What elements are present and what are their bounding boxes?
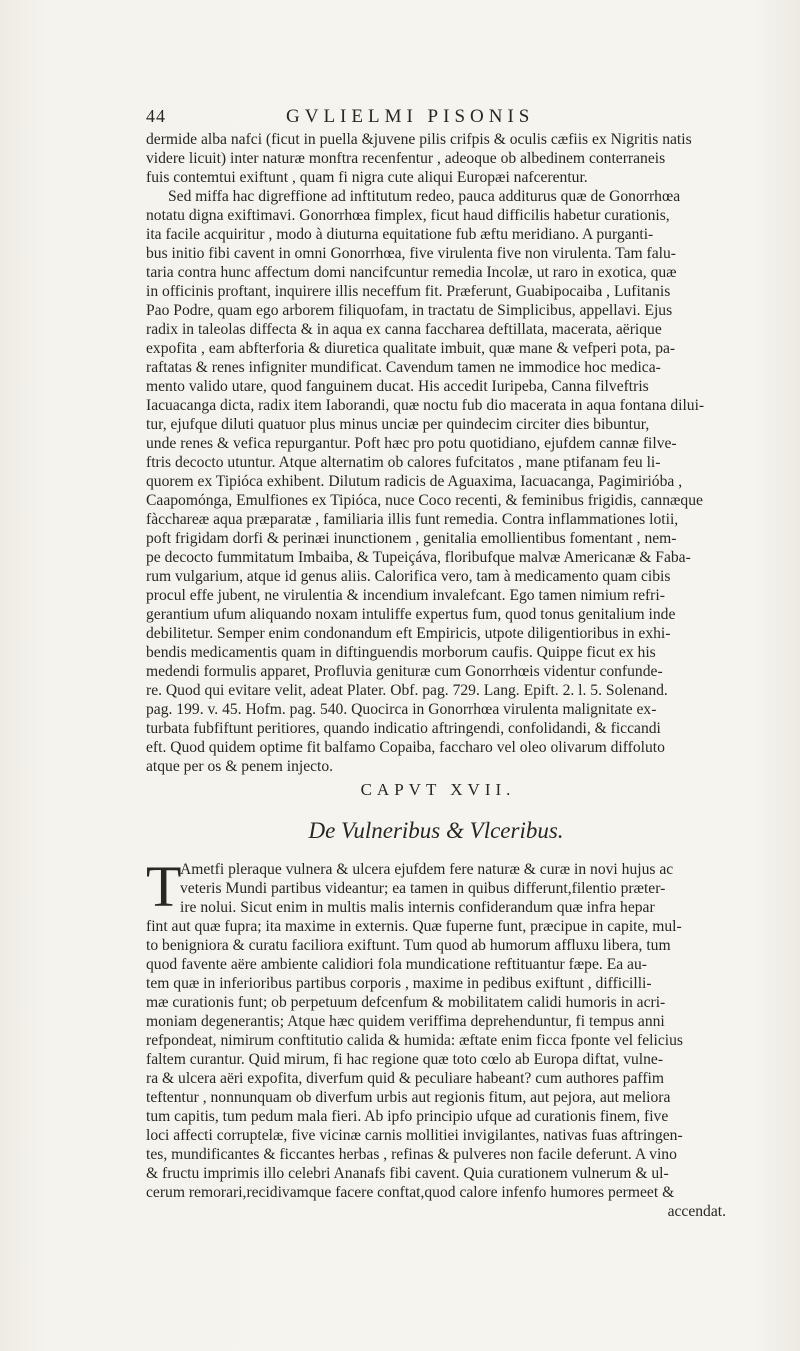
- text-line: teftentur , nonnunquam ob diverfum urbis aut regionis fitum, aut pejora, aut meliora: [146, 1089, 671, 1106]
- running-head: GVLIELMI PISONIS: [286, 106, 535, 127]
- text-line: raftatas & renes infigniter mundificat. Cavendum tamen ne immodice hoc medica-: [146, 359, 661, 376]
- text-line: procul effe jubent, ne virulentia & incendium invalefcant. Ego tamen nimium refri-: [146, 587, 665, 604]
- text-line: quod favente aëre ambiente calidiori fola mundicatione reftituantur fæpe. Ea au-: [146, 956, 647, 973]
- text-line: atque per os & penem injecto.: [146, 758, 334, 775]
- text-line: Pao Podre, quam ego arborem filiquofam, in tractatu de Simplicibus, appellavi. Ejus: [146, 302, 673, 319]
- chapter-number: CAPVT XVII.: [360, 780, 516, 799]
- text-line: rum vulgarium, atque id genus aliis. Calorifica vero, tam à medicamento quam cibis: [146, 568, 671, 585]
- text-line: loci affecti corruptelæ, five vicinæ carnis mollitiei invigilantes, nativas fuas aftringen-: [146, 1127, 683, 1144]
- text-line: bus initio fibi cavent in omni Gonorrhœa, five virulenta five non virulenta. Tam falu-: [146, 245, 676, 262]
- text-line: re. Quod qui evitare velit, adeat Plater. Obf. pag. 729. Lang. Epift. 2. l. 5. Solenand.: [146, 682, 668, 699]
- text-line: debilitetur. Semper enim condonandum eft Empiricis, utpote diligentioribus in exhi-: [146, 625, 671, 642]
- text-line: gerantium ufum aliquando noxam intuliffe expertus fum, quod tonus genitalium inde: [146, 606, 676, 623]
- text-line: unde renes & vefica repurgantur. Poft hæc pro potu quotidiano, ejufdem cannæ filve-: [146, 435, 677, 452]
- drop-cap: T: [146, 854, 182, 919]
- text-line: videre licuit) inter naturæ monftra recenfentur , adeoque ob albedinem conterraneis: [146, 150, 666, 167]
- text-line: tur, ejufque diluti quatuor plus minus unciæ per quindecim circiter dies bibuntur,: [146, 416, 650, 433]
- text-line: ire nolui. Sicut enim in multis malis internis confiderandum quæ infra hepar: [180, 899, 655, 916]
- paragraph-3: [146, 854, 726, 1221]
- text-line: quorem ex Tipióca exhibent. Dilutum radicis de Aguaxima, Iacuacanga, Pagimirióba ,: [146, 473, 683, 490]
- text-line: poft frigidam dorfi & perinæi inunctionem , genitalia emollientibus fomentant , nem-: [146, 530, 677, 547]
- text-line: in officinis proftant, inquirere illis neceffum fit. Præferunt, Guabipocaiba , Lufitanis: [146, 283, 671, 300]
- text-line: accendat.: [667, 1203, 726, 1220]
- text-line: radix in taleolas diffecta & in aqua ex canna faccharea deftillata, macerata, aërique: [146, 321, 662, 338]
- text-line: Ametfi pleraque vulnera & ulcera ejufdem fere naturæ & curæ in novi hujus ac: [180, 861, 674, 878]
- text-line: ra & ulcera aëri expofita, diverfum quid & peculiare habeant? cum authores paffim: [146, 1070, 664, 1087]
- page-number: 44: [146, 106, 166, 126]
- paragraph-1: [146, 130, 726, 187]
- text-line: tes, mundificantes & ficcantes herbas , refinas & pulveres non facile deferunt. A vino: [146, 1146, 677, 1163]
- text-line: cerum remorari,recidivamque facere conftat,quod calore infenfo humores permeet &: [146, 1184, 675, 1201]
- text-line: faltem curantur. Quid mirum, fi hac regione quæ toto cœlo ab Europa diftat, vulne-: [146, 1051, 664, 1068]
- text-line: ita facile acquiritur , modo à diuturna equitatione fub æftu meridiano. A purganti-: [146, 226, 654, 243]
- text-line: eft. Quod quidem optime fit balfamo Copaiba, faccharo vel oleo olivarum diffoluto: [146, 739, 665, 756]
- text-line: Iacuacanga dicta, radix item Iaborandi, quæ noctu fub dio macerata in aqua fontana dilui-: [146, 397, 705, 414]
- text-line: taria contra hunc affectum domi nancifcuntur remedia Incolæ, ut raro in exotica, quæ: [146, 264, 677, 281]
- chapter-body: [146, 854, 726, 1221]
- text-line: fàcchareæ aqua præparatæ , familiaria illis funt remedia. Contra inflammationes lotii,: [146, 511, 679, 528]
- text-line: dermide alba nafci (ficut in puella &juvene pilis crifpis & oculis cæfiis ex Nigritis natis: [146, 131, 692, 148]
- text-line: fuis contemtui exiftunt , quam fi nigra cute aliqui Europæi nafcerentur.: [146, 169, 588, 186]
- text-line: medendi formulis apparet, Profluvia genituræ cum Gonorrhœis videntur confunde-: [146, 663, 663, 680]
- chapter-title: De Vulneribus & Vlceribus.: [308, 818, 564, 843]
- text-line: to benigniora & curatu faciliora exiftunt. Tum quod ab humorum affluxu libera, tum: [146, 937, 671, 954]
- text-line: pe decocto fummitatum Imbaiba, & Tupeiçáva, floribufque malvæ Americanæ & Faba-: [146, 549, 691, 566]
- text-line: tem quæ in inferioribus partibus corporis , maxime in pedibus exiftunt , difficilli-: [146, 975, 652, 992]
- text-line: refpondeat, nimirum conftitutio calida & humida: æftate enim ficca fponte vel felicius: [146, 1032, 683, 1049]
- text-line: Caapomónga, Emulfiones ex Tipióca, nuce Coco recenti, & feminibus frigidis, cannæque: [146, 492, 703, 509]
- text-line: turbata fubfiftunt peritiores, quando indicatio aftringendi, confolidandi, & ficcandi: [146, 720, 661, 737]
- text-line: mæ curationis funt; ob perpetuum defcenfum & mobilitatem calidi humoris in acri-: [146, 994, 666, 1011]
- body-text: [146, 130, 726, 776]
- text-line: bendis medicamentis quam in diftinguendis morborum caufis. Quippe ficut ex his: [146, 644, 656, 661]
- text-line: tum capitis, tum pedum mala fieri. Ab ipfo principio ufque ad curationis finem, five: [146, 1108, 669, 1125]
- chapter-heading: [146, 780, 726, 844]
- text-line: pag. 199. v. 45. Hofm. pag. 540. Quocirca in Gonorrhœa virulenta malignitate ex-: [146, 701, 657, 718]
- text-line: mento valido utare, quod fanguinem ducat. His accedit Iuripeba, Canna filveftris: [146, 378, 649, 395]
- text-line: & fructu imprimis illo celebri Ananafs fibi cavent. Quia curationem vulnerum & ul-: [146, 1165, 669, 1182]
- page-header: [146, 106, 726, 132]
- text-line: Sed miffa hac digreffione ad inftitutum redeo, pauca additurus quæ de Gonorrhœa: [168, 188, 681, 205]
- text-line: ftris decocto utuntur. Atque alternatim ob calores fufcitatos , mane ptifanam feu li-: [146, 454, 661, 471]
- text-line: expofita , eam abfterforia & diuretica qualitate imbuit, quæ mane & vefperi pota, pa-: [146, 340, 676, 357]
- text-line: fint aut quæ fupra; ita maxime in externis. Quæ fuperne funt, præcipue in capite, mul-: [146, 918, 682, 935]
- paragraph-2: [146, 187, 726, 776]
- text-line: veteris Mundi partibus videantur; ea tamen in quibus differunt,filentio præter-: [180, 880, 666, 897]
- text-line: notatu digna exiftimavi. Gonorrhœa fimplex, ficut haud difficilis habetur curationis,: [146, 207, 670, 224]
- text-line: moniam degenerantis; Atque hæc quidem veriffima deprehenduntur, fi tempus anni: [146, 1013, 665, 1030]
